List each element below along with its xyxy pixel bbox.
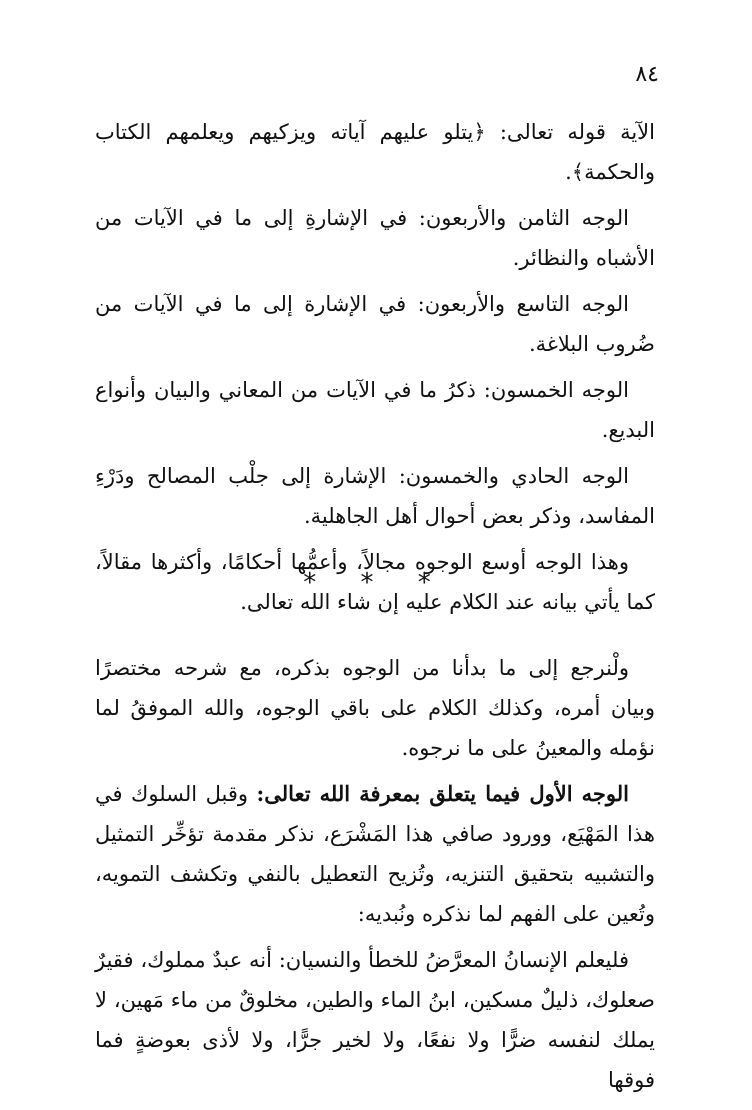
paragraph: الوجه الحادي والخمسون: الإشارة إلى جلْب المصالح ودَرْءِ المفاسد، وذكر بعض أحوال أهل الجاهلية.	[95, 464, 655, 528]
paragraph: ولْنرجع إلى ما بدأنا من الوجوه بذكره، مع شرحه مختصرًا وبيان أمره، وكذلك الكلام على باقي الوجوه، والله الموفقُ لما نؤمله والمعينُ على ما نرجوه.	[95, 656, 655, 760]
paragraph	[95, 774, 655, 934]
paragraph: الوجه الثامن والأربعون: في الإشارةِ إلى ما في الآيات من الأشباه والنظائر.	[95, 206, 655, 270]
text-section-bottom	[95, 648, 655, 1106]
paragraph: فليعلم الإنسانُ المعرَّضُ للخطأ والنسيان: أنه عبدٌ مملوك، فقيرٌ صعلوك، ذليلٌ مسكين، ابنُ الماء والطين، مخلوقٌ من ماء مَهين، لا يملك لنفسه ضرًّا ولا نفعًا، ولا لخير جرًّا، ولا لأذى بعوضةٍ فما فوقها	[95, 948, 655, 1092]
paragraph: وهذا الوجه أوسع الوجوه مجالاً، وأعمُّها أحكامًا، وأكثرها مقالاً، كما يأتي بيانه عند الكلام عليه إن شاء الله تعالى.	[95, 550, 655, 614]
section-heading: الوجه الأول فيما يتعلق بمعرفة الله تعالى:	[256, 781, 629, 806]
paragraph-text: وقبل السلوك في هذا المَهْيَع، وورود صافي هذا المَشْرَع، نذكر مقدمة تؤخِّر التمثيل والتشبيه بتحقيق التنزيه، وتُزيح التعطيل بالنفي وتكشف التمويه، وتُعين على الفهم لما نذكره ونُبديه:	[95, 782, 655, 926]
paragraph: الآية قوله تعالى: ﴿يتلو عليهم آياته ويزكيهم ويعلمهم الكتاب والحكمة﴾.	[95, 120, 655, 184]
text-section-top	[95, 112, 655, 628]
paragraph: الوجه التاسع والأربعون: في الإشارة إلى ما في الآيات من ضُروب البلاغة.	[95, 292, 655, 356]
page-number: ٨٤	[635, 62, 659, 87]
section-divider: * * *	[303, 568, 449, 598]
paragraph: الوجه الخمسون: ذكرُ ما في الآيات من المعاني والبيان وأنواع البديع.	[95, 378, 655, 442]
